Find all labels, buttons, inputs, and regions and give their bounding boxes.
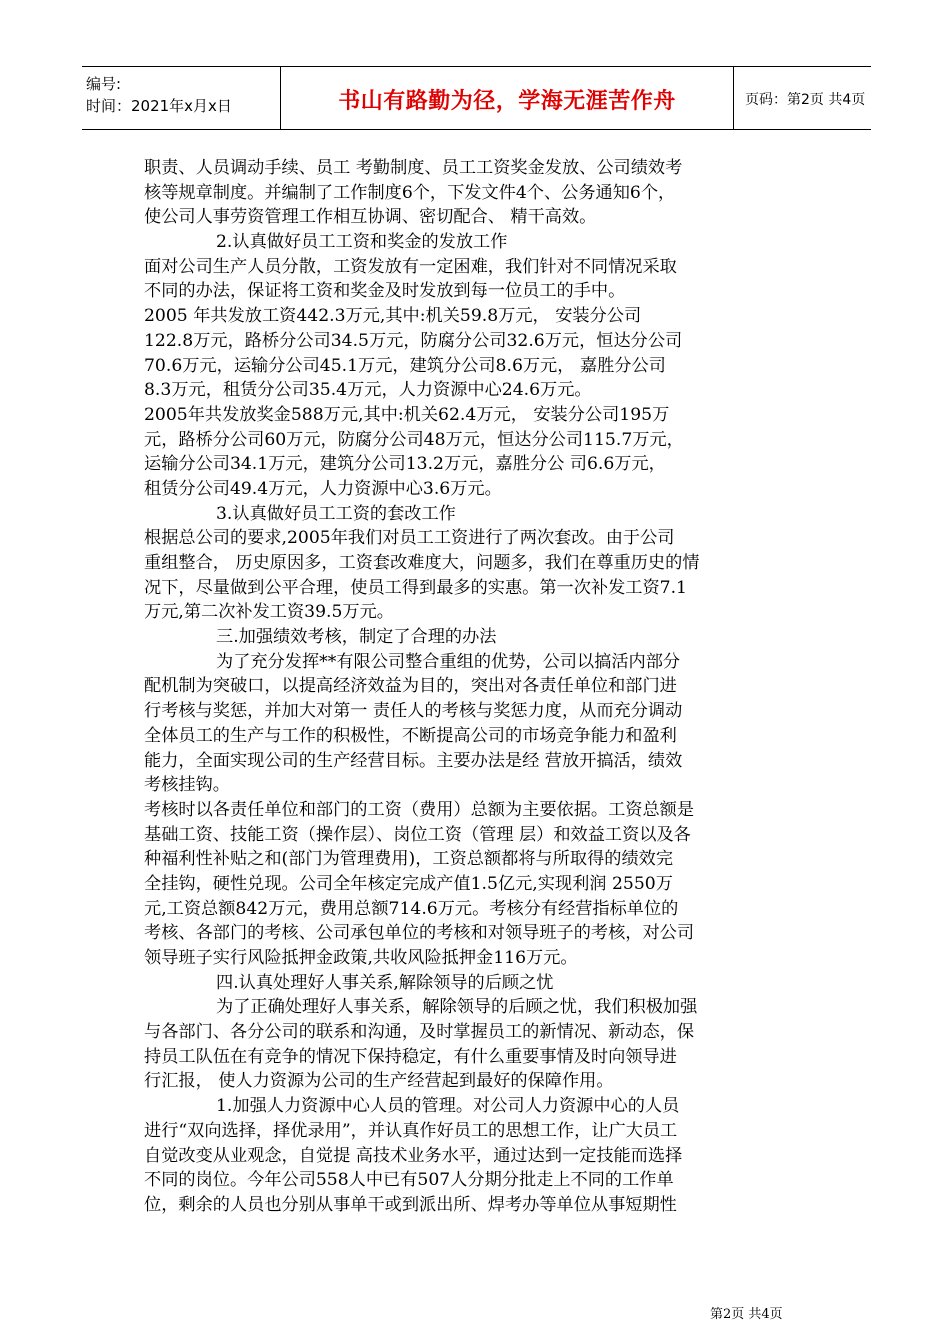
body-line: 重组整合， 历史原因多，工资套改难度大，问题多，我们在尊重历史的情 bbox=[144, 553, 700, 573]
header-right-cell bbox=[733, 67, 871, 129]
body-line: 考核时以各责任单位和部门的工资（费用）总额为主要依据。工资总额是 bbox=[144, 799, 695, 820]
section-heading: 2.认真做好员工工资和奖金的发放工作 bbox=[216, 232, 508, 253]
body-line: 为了充分发挥**有限公司整合重组的优势，公司以搞活内部分 bbox=[216, 651, 681, 672]
body-line: 2005年共发放奖金588万元,其中:机关62.4万元， 安装分公司195万 bbox=[144, 404, 670, 425]
page-footer: 第2页 共4页 bbox=[710, 1307, 783, 1322]
header-table bbox=[82, 66, 871, 130]
body-line: 根据总公司的要求,2005年我们对员工工资进行了两次套改。由于公司 bbox=[144, 528, 675, 549]
body-line: 职责、人员调动手续、员工 考勤制度、员工工资奖金发放、公司绩效考 bbox=[144, 158, 683, 178]
body-line: 70.6万元，运输分公司45.1万元，建筑分公司8.6万元， 嘉胜分公司 bbox=[144, 355, 666, 376]
body-line: 自觉改变从业观念，自觉提 高技术业务水平，通过达到一定技能而选择 bbox=[144, 1145, 683, 1166]
body-line: 能力，全面实现公司的生产经营目标。主要办法是经 营放开搞活，绩效 bbox=[144, 750, 683, 771]
body-line: 持员工队伍在有竞争的情况下保持稳定，有什么重要事情及时向领导进 bbox=[144, 1046, 677, 1067]
body-line: 位，剩余的人员也分别从事单干或到派出所、焊考办等单位从事短期性 bbox=[144, 1194, 677, 1215]
body-line: 行汇报， 使人力资源为公司的生产经营起到最好的保障作用。 bbox=[144, 1071, 614, 1092]
body-line: 全挂钩，硬性兑现。公司全年核定完成产值1.5亿元,实现利润 2550万 bbox=[144, 873, 673, 894]
body-line: 122.8万元，路桥分公司34.5万元，防腐分公司32.6万元，恒达分公司 bbox=[144, 330, 683, 351]
body-line: 面对公司生产人员分散，工资发放有一定困难，我们针对不同情况采取 bbox=[144, 256, 677, 277]
body-line: 不同的岗位。今年公司558人中已有507人分期分批走上不同的工作单 bbox=[144, 1170, 674, 1191]
header-left-cell bbox=[82, 67, 280, 129]
body-line: 考核挂钩。 bbox=[144, 775, 230, 796]
body-line: 1.加强人力资源中心人员的管理。对公司人力资源中心的人员 bbox=[216, 1096, 680, 1117]
body-line: 不同的办法，保证将工资和奖金及时发放到每一位员工的手中。 bbox=[144, 281, 626, 302]
body-line: 配机制为突破口，以提高经济效益为目的，突出对各责任单位和部门进 bbox=[144, 676, 677, 697]
body-line: 行考核与奖惩，并加大对第一 责任人的考核与奖惩力度，从而充分调动 bbox=[144, 701, 683, 722]
body-line: 租赁分公司49.4万元，人力资源中心3.6万元。 bbox=[144, 478, 502, 499]
section-heading: 四.认真处理好人事关系,解除领导的后顾之忧 bbox=[216, 972, 554, 993]
body-line: 与各部门、各分公司的联系和沟通，及时掌握员工的新情况、新动态，保 bbox=[144, 1022, 695, 1043]
number-label: 编号: bbox=[86, 75, 122, 93]
body-line: 万元,第二次补发工资39.5万元。 bbox=[144, 602, 394, 623]
body-line: 运输分公司34.1万元，建筑分公司13.2万元，嘉胜分公 司6.6万元， bbox=[144, 454, 666, 475]
page-label: 页码：第2页 共4页 bbox=[745, 92, 866, 108]
body-line: 使公司人事劳资管理工作相互协调、密切配合、 精干高效。 bbox=[144, 207, 597, 228]
body-line: 为了正确处理好人事关系，解除领导的后顾之忧，我们积极加强 bbox=[216, 997, 698, 1018]
body-line: 全体员工的生产与工作的积极性，不断提高公司的市场竞争能力和盈利 bbox=[144, 725, 677, 746]
body-line: 核等规章制度。并编制了工作制度6个，下发文件4个、公务通知6个， bbox=[144, 182, 676, 203]
time-label: 时间：2021年x月x日 bbox=[86, 97, 232, 115]
body-line: 2005 年共发放工资442.3万元,其中:机关59.8万元， 安装分公司 bbox=[144, 306, 642, 327]
body-line: 进行“双向选择，择优录用”，并认真作好员工的思想工作，让广大员工 bbox=[144, 1120, 678, 1141]
body-line: 元，路桥分公司60万元，防腐分公司48万元，恒达分公司115.7万元， bbox=[144, 429, 684, 450]
body-line: 元,工资总额842万元，费用总额714.6万元。考核分有经营指标单位的 bbox=[144, 898, 679, 919]
section-heading: 三.加强绩效考核，制定了合理的办法 bbox=[216, 627, 497, 648]
motto: 书山有路勤为径，学海无涯苦作舟 bbox=[338, 89, 676, 114]
body-line: 种福利性补贴之和(部门为管理费用)，工资总额都将与所取得的绩效完 bbox=[144, 849, 674, 870]
body-line: 况下，尽量做到公平合理，使员工得到最多的实惠。第一次补发工资7.1 bbox=[144, 577, 687, 598]
body-line: 考核、各部门的考核、公司承包单位的考核和对领导班子的考核，对公司 bbox=[144, 923, 695, 944]
body-line: 基础工资、技能工资（操作层）、岗位工资（管理 层）和效益工资以及各 bbox=[144, 824, 691, 845]
header-center-cell bbox=[280, 67, 734, 129]
body-line: 领导班子实行风险抵押金政策,共收风险抵押金116万元。 bbox=[144, 948, 578, 968]
document-body bbox=[144, 156, 814, 1218]
body-line: 8.3万元，租赁分公司35.4万元，人力资源中心24.6万元。 bbox=[144, 380, 592, 401]
section-heading: 3.认真做好员工工资的套改工作 bbox=[216, 503, 456, 524]
